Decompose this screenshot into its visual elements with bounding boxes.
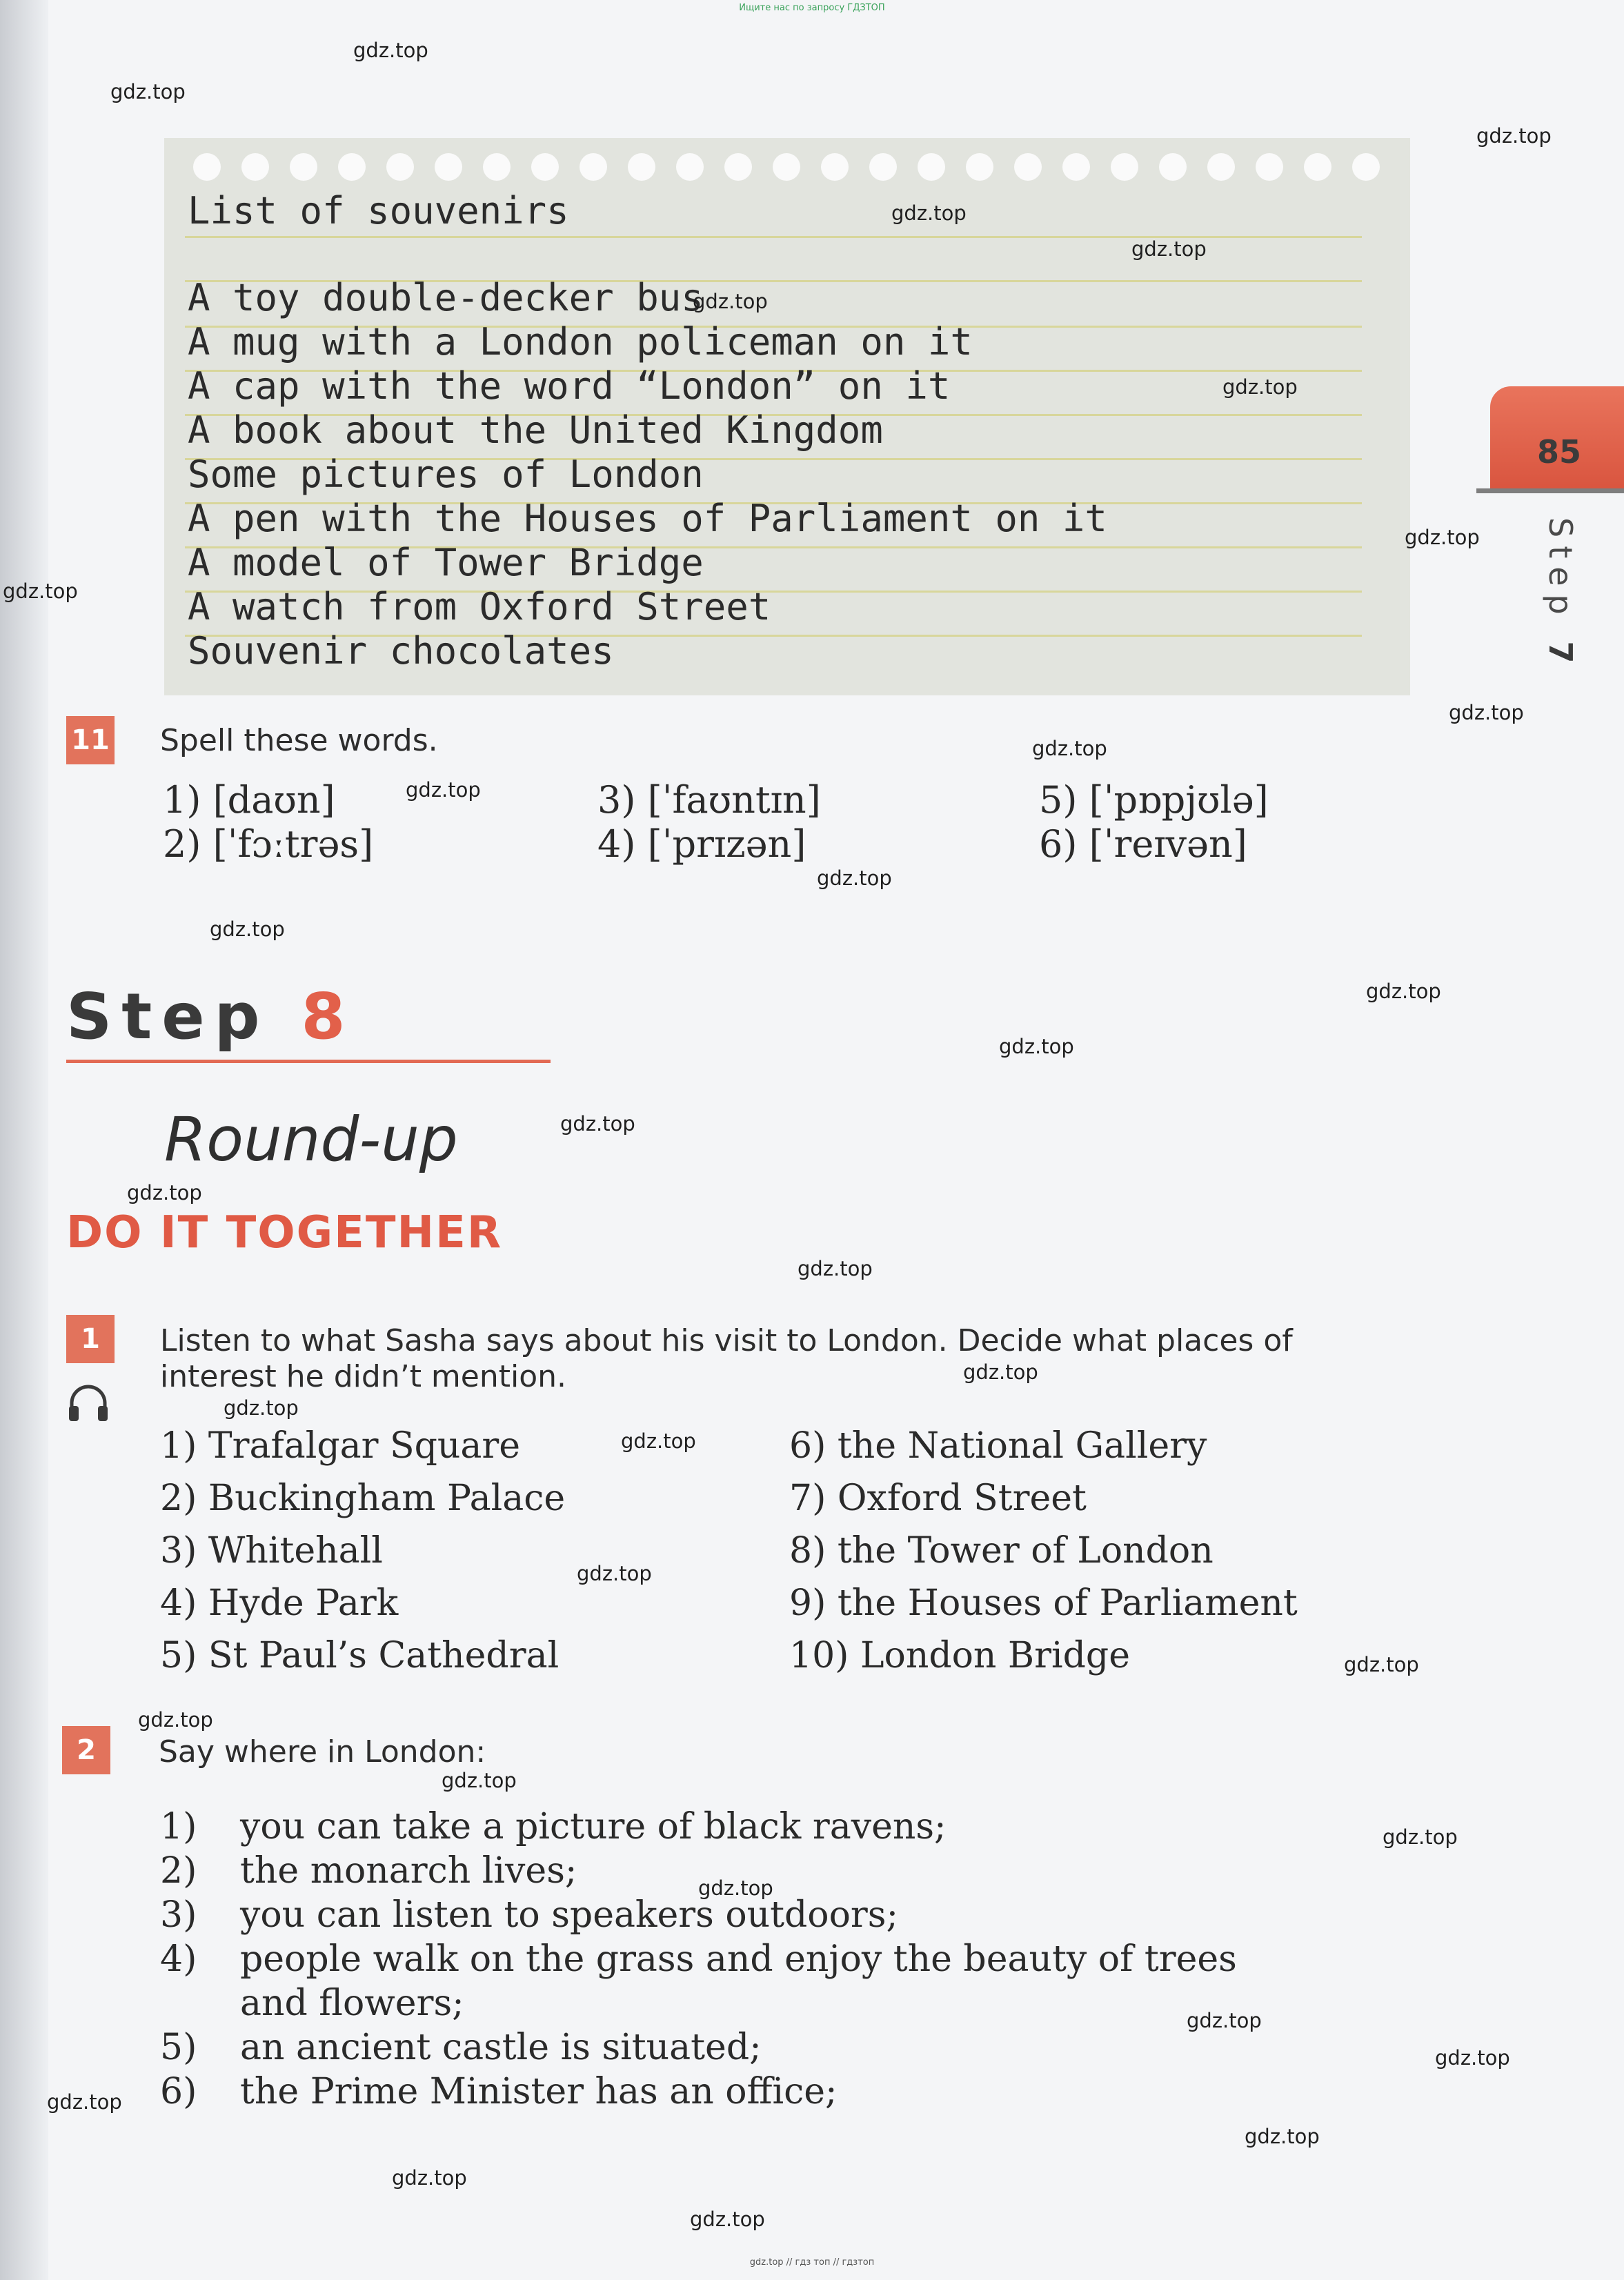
exercise-2-number: 2 <box>62 1726 110 1774</box>
question-text-continued: and flowers; <box>240 1983 464 2024</box>
notebook-holes <box>164 138 1410 193</box>
page-number: 85 <box>1536 433 1581 470</box>
souvenir-item: A book about the United Kingdom <box>188 408 883 452</box>
watermark: gdz.top <box>47 2090 122 2114</box>
exercise-1-instruction-line1: Listen to what Sasha says about his visit to London. Decide what places of <box>160 1323 1293 1358</box>
watermark: gdz.top <box>1245 2125 1320 2148</box>
watermark: gdz.top <box>1405 526 1480 549</box>
question-text: the Prime Minister has an office; <box>240 2071 838 2112</box>
souvenir-item: A pen with the Houses of Parliament on it <box>188 497 1107 540</box>
watermark: gdz.top <box>560 1112 635 1136</box>
side-step-label: Step 7 <box>1542 517 1579 672</box>
watermark: gdz.top <box>1032 737 1107 760</box>
question-text: you can take a picture of black ravens; <box>240 1806 947 1847</box>
watermark: gdz.top <box>798 1257 873 1280</box>
page-gutter-shadow <box>0 0 48 2280</box>
phonetic-word: 6) [ˈreɪvən] <box>1039 822 1247 866</box>
question-number: 2) <box>160 1850 197 1892</box>
question-text: people walk on the grass and enjoy the beauty of trees <box>240 1939 1237 1980</box>
exercise-2-instruction: Say where in London: <box>159 1734 486 1770</box>
watermark: gdz.top <box>392 2166 467 2190</box>
place-item: 9) the Houses of Parliament <box>789 1583 1298 1624</box>
watermark: gdz.top <box>406 778 481 802</box>
header-note: Ищите нас по запросу ГДЗТОП <box>739 3 885 13</box>
headphones-icon[interactable] <box>66 1380 110 1424</box>
place-item: 6) the National Gallery <box>789 1425 1207 1467</box>
watermark: gdz.top <box>1222 375 1298 399</box>
watermark: gdz.top <box>577 1562 652 1585</box>
place-item: 5) St Paul’s Cathedral <box>160 1635 560 1676</box>
watermark: gdz.top <box>1131 237 1207 261</box>
watermark: gdz.top <box>693 290 768 313</box>
watermark: gdz.top <box>210 918 285 941</box>
phonetic-word: 4) [ˈprɪzən] <box>597 822 806 866</box>
exercise-11-number: 11 <box>66 716 115 764</box>
question-text: an ancient castle is situated; <box>240 2027 762 2068</box>
question-text: you can listen to speakers outdoors; <box>240 1894 898 1936</box>
place-item: 1) Trafalgar Square <box>160 1425 521 1467</box>
watermark: gdz.top <box>1449 701 1524 724</box>
place-item: 7) Oxford Street <box>789 1478 1087 1519</box>
question-number: 6) <box>160 2071 197 2112</box>
place-item: 4) Hyde Park <box>160 1583 399 1624</box>
watermark: gdz.top <box>3 579 78 603</box>
souvenir-notebook <box>164 138 1410 695</box>
watermark: gdz.top <box>621 1429 696 1453</box>
watermark: gdz.top <box>110 80 186 103</box>
exercise-11-instruction: Spell these words. <box>160 723 438 758</box>
watermark: gdz.top <box>817 866 892 890</box>
souvenir-item: A watch from Oxford Street <box>188 585 771 628</box>
souvenir-item: A toy double-decker bus <box>188 276 704 319</box>
souvenir-item: A cap with the word “London” on it <box>188 364 951 408</box>
phonetic-word: 3) [ˈfaʊntɪn] <box>597 778 821 822</box>
exercise-1-instruction-line2: interest he didn’t mention. <box>160 1359 567 1394</box>
souvenir-item: Souvenir chocolates <box>188 629 614 673</box>
section-title: Round-up <box>164 1104 458 1175</box>
exercise-1-number: 1 <box>66 1315 115 1363</box>
step-heading <box>66 980 355 1053</box>
phonetic-word: 1) [daʊn] <box>163 778 335 822</box>
step-underline <box>66 1060 551 1063</box>
watermark: gdz.top <box>1435 2046 1510 2070</box>
question-number: 3) <box>160 1894 197 1936</box>
watermark: gdz.top <box>138 1708 213 1732</box>
place-item: 10) London Bridge <box>789 1635 1130 1676</box>
footer-note: gdz.top // гдз топ // гдзтоп <box>749 2257 875 2268</box>
question-number: 1) <box>160 1806 197 1847</box>
watermark: gdz.top <box>442 1769 517 1792</box>
place-item: 3) Whitehall <box>160 1530 383 1572</box>
watermark: gdz.top <box>999 1035 1074 1058</box>
watermark: gdz.top <box>1344 1653 1419 1676</box>
watermark: gdz.top <box>1476 124 1552 148</box>
phonetic-word: 5) [ˈpɒpjʊlə] <box>1039 778 1269 822</box>
watermark: gdz.top <box>891 201 967 225</box>
souvenir-item: A model of Tower Bridge <box>188 541 704 584</box>
tab-divider <box>1476 488 1624 493</box>
watermark: gdz.top <box>1383 1825 1458 1849</box>
watermark: gdz.top <box>963 1360 1038 1384</box>
watermark: gdz.top <box>1187 2009 1262 2032</box>
watermark: gdz.top <box>127 1181 202 1205</box>
watermark: gdz.top <box>698 1876 773 1900</box>
watermark: gdz.top <box>353 39 428 62</box>
question-number: 4) <box>160 1939 197 1980</box>
watermark: gdz.top <box>690 2208 765 2231</box>
souvenir-item: A mug with a London policeman on it <box>188 320 973 364</box>
place-item: 8) the Tower of London <box>789 1530 1214 1572</box>
watermark: gdz.top <box>1366 980 1441 1003</box>
souvenir-list-title: List of souvenirs <box>188 189 569 232</box>
souvenir-item: Some pictures of London <box>188 453 704 496</box>
section-label: DO IT TOGETHER <box>66 1207 503 1258</box>
step-number: 8 <box>301 980 355 1053</box>
watermark: gdz.top <box>224 1396 299 1420</box>
phonetic-word: 2) [ˈfɔːtrəs] <box>163 822 374 866</box>
step-word: Step <box>66 980 270 1053</box>
place-item: 2) Buckingham Palace <box>160 1478 566 1519</box>
question-number: 5) <box>160 2027 197 2068</box>
question-text: the monarch lives; <box>240 1850 577 1892</box>
